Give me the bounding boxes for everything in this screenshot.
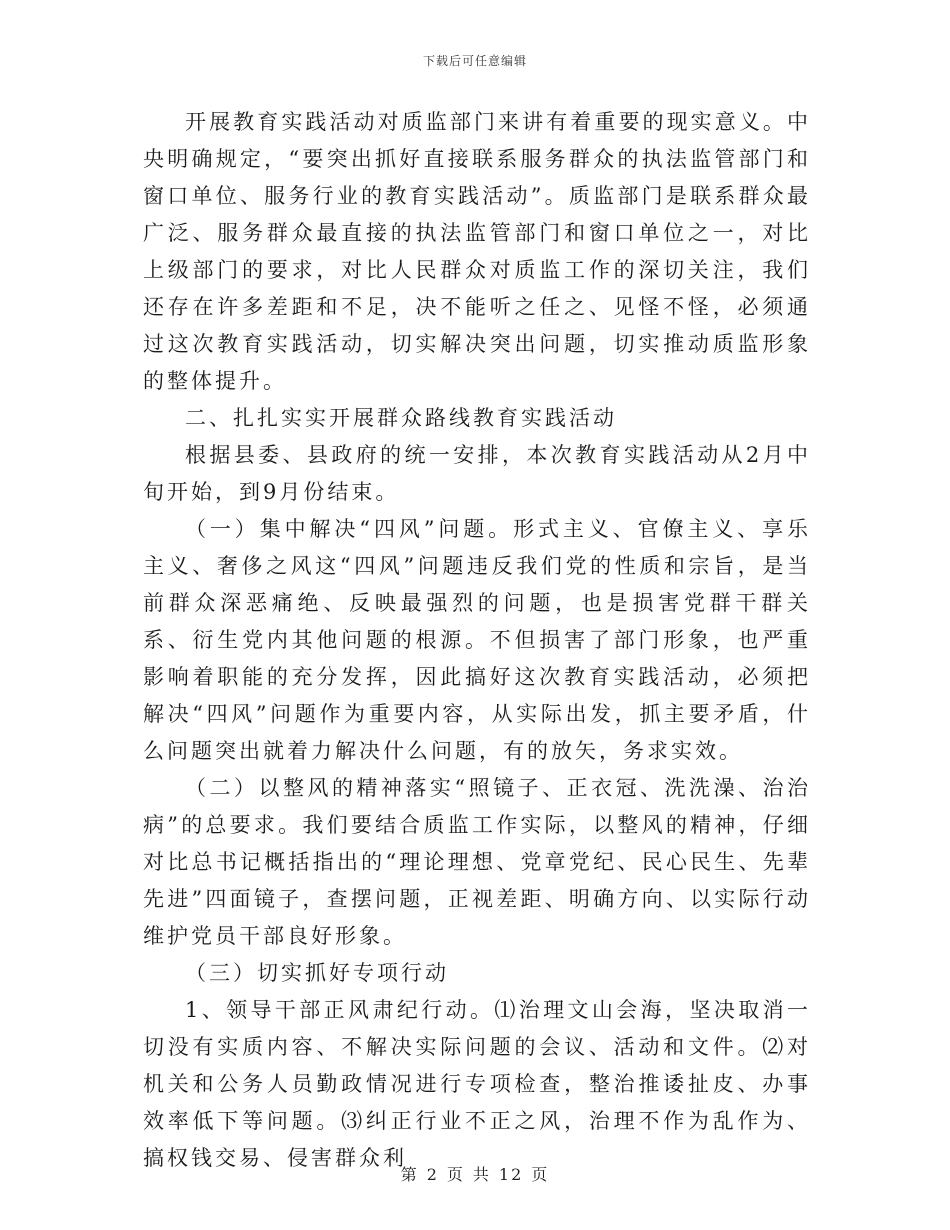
page-header-note: 下载后可任意编辑 [422,54,527,68]
footer-page-word: 页 [446,1165,465,1184]
paragraph-action-1: 1、领导干部正风肃纪行动。⑴治理文山会海，坚决取消一切没有实质内容、不解决实际问题的会议、活动和文件。⑵对机关和公务人员勤政情况进行专项检查，整治推诿扯皮、办事效率低下等问题。⑶纠正行业不正之风，治理不作为乱作为、搞权钱交易、侵害群众利 [143,998,811,1170]
paragraph-item-1: （一）集中解决“四风”问题。形式主义、官僚主义、享乐主义、奢侈之风这“四风”问题违反我们党的性质和宗旨，是当前群众深恶痛绝、反映最强烈的问题，也是损害党群干群关系、衍生党内其他问题的根源。不但损害了部门形象，也严重影响着职能的充分发挥，因此搞好这次教育实践活动，必须把解决“四风”问题作为重要内容，从实际出发，抓主要矛盾，什么问题突出就着力解决什么问题，有的放矢，务求实效。 [143,517,811,763]
page-number-footer [0,1162,950,1185]
footer-suffix: 页 [531,1165,550,1184]
paragraph-1: 开展教育实践活动对质监部门来讲有着重要的现实意义。中央明确规定，“要突出抓好直接联系服务群众的执法监管部门和窗口单位、服务行业的教育实践活动”。质监部门是联系群众最广泛、服务群众最直接的执法监管部门和窗口单位之一，对比上级部门的要求，对比人民群众对质监工作的深切关注，我们还存在许多差距和不足，决不能听之任之、见怪不怪，必须通过这次教育实践活动，切实解决突出问题，切实推动质监形象的整体提升。 [143,110,811,393]
footer-total-word: 共 [472,1165,491,1184]
document-body [143,104,811,1177]
paragraph-item-3-heading: （三）切实抓好专项行动 [185,961,449,985]
section-heading-2: 二、扎扎实实开展群众路线教育实践活动 [185,406,617,430]
footer-total-pages: 12 [498,1165,524,1184]
paragraph-schedule: 根据县委、县政府的统一安排，本次教育实践活动从2月中旬开始，到9月份结束。 [143,443,811,504]
footer-prefix: 第 [400,1165,419,1184]
footer-current-page: 2 [426,1165,439,1184]
paragraph-item-2: （二）以整风的精神落实“照镜子、正衣冠、洗洗澡、治治病”的总要求。我们要结合质监工作实际，以整风的精神，仔细对比总书记概括指出的“理论理想、党章党纪、民心民生、先辈先进”四面镜子，查摆问题，正视差距、明确方向、以实际行动维护党员干部良好形象。 [143,776,811,948]
